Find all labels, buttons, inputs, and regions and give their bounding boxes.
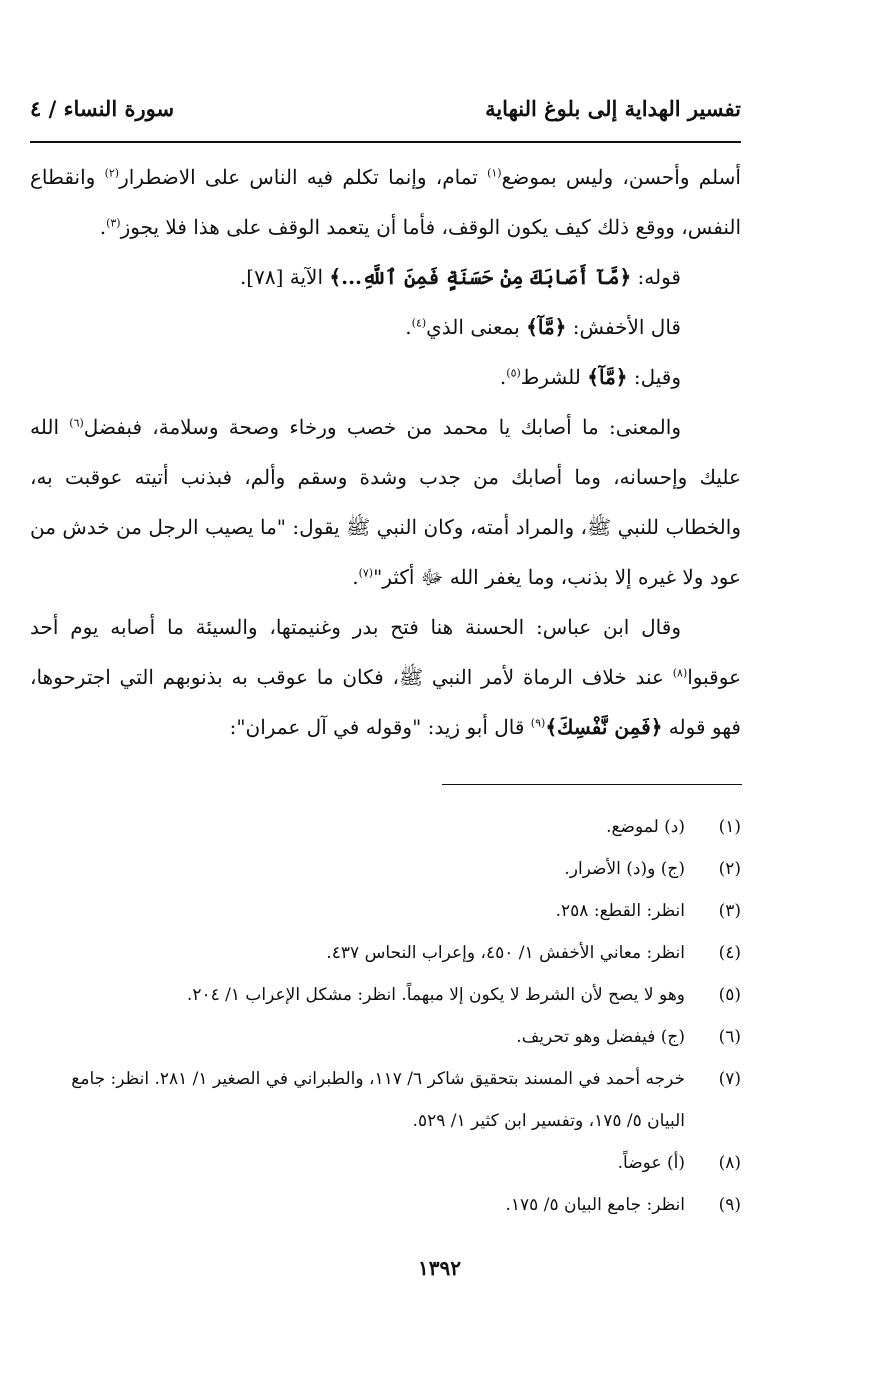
footnote-number: (٣)	[718, 901, 741, 921]
footnote-separator	[442, 784, 742, 785]
footnote-number: (٢)	[718, 859, 741, 879]
footnote-text: وهو لا يصح لأن الشرط لا يكون إلا مبهماً. انظر: مشكل الإعراب ١/ ٢٠٤.	[186, 985, 685, 1005]
paragraph: وقال ابن عباس: الحسنة هنا فتح بدر وغنيمتها، والسيئة ما أصابه يوم أحد عوقبوا$^{(٨)}$ عند خلاف الرماة لأمر النبي ﷺ، فكان ما عوقب به بذنوبهم التي اجترحوها، فهو قوله ﴿فَمِن نَّفْسِكَ﴾$^{(٩)}$ قال أبو زيد: "وقوله في آل عمران":	[30, 615, 741, 739]
footnote-ref: (٨)	[672, 666, 688, 680]
footnote-number: (٦)	[718, 1027, 741, 1047]
footnote-text: انظر: جامع البيان ٥/ ١٧٥.	[505, 1195, 685, 1215]
footnote-text: (أ) عوضاً.	[617, 1153, 685, 1173]
paragraph: والمعنى: ما أصابك يا محمد من خصب ورخاء وصحة وسلامة، فبفضل$^{(٦)}$ الله عليك وإحسانه، وما أصابك من جدب وشدة وسقم وألم، فبذنب أتيته عوقبت به، والخطاب للنبي ﷺ، والمراد أمته، وكان النبي ﷺ يقول: "ما يصيب الرجل من خدش من عود ولا غيره إلا بذنب، وما يغفر الله ﷻ أكثر"$^{(٧)}$.	[30, 415, 741, 589]
page-number: ١٣٩٢	[418, 1256, 461, 1280]
footnote-text: خرجه أحمد في المسند بتحقيق شاكر ٦/ ١١٧، والطبراني في الصغير ١/ ٢٨١. انظر: جامع البيان ٥/ ١٧٥، وتفسير ابن كثير ١/ ٥٢٩.	[71, 1069, 685, 1131]
footnote-ref: (٧)	[358, 566, 374, 580]
footnote-number: (٧)	[718, 1069, 741, 1089]
footnote-item	[30, 1016, 741, 1058]
footnote-text: انظر: القطع: ٢٥٨.	[555, 901, 685, 921]
footnote-number: (٩)	[718, 1195, 741, 1215]
paragraph: قال الأخفش: ﴿مَّآ﴾ بمعنى الذي$^{(٤)}$.	[405, 315, 681, 339]
footnote-number: (١)	[718, 817, 741, 837]
footnote-text: (د) لموضع.	[606, 817, 685, 837]
footnote-text: انظر: معاني الأخفش ١/ ٤٥٠، وإعراب النحاس ٤٣٧.	[326, 943, 685, 963]
main-text	[30, 152, 741, 752]
quran-verse: ﴿فَمِن نَّفْسِكَ﴾	[545, 715, 663, 739]
footnote-item	[30, 932, 741, 974]
footnote-item	[30, 1058, 741, 1142]
quran-verse: ﴿مَّآ﴾	[526, 315, 567, 339]
footnote-number: (٤)	[718, 943, 741, 963]
footnote-text: (ج) فيفضل وهو تحريف.	[516, 1027, 685, 1047]
footnotes	[30, 806, 741, 1226]
footnote-ref: (٤)	[411, 316, 427, 330]
footnote-item	[30, 848, 741, 890]
footnote-item	[30, 974, 741, 1016]
footnote-item	[30, 1142, 741, 1184]
footnote-ref: (٩)	[530, 716, 546, 730]
book-title: تفسير الهداية إلى بلوغ النهاية	[485, 96, 741, 121]
quran-verse: ﴿مَّآ أَصَابَكَ مِنْ حَسَنَةٍ فَمِنَ ٱللَّهِ...﴾	[329, 265, 632, 289]
footnote-ref: (٦)	[69, 416, 84, 430]
footnote-number: (٨)	[718, 1153, 741, 1173]
paragraph: وقيل: ﴿مَّآ﴾ للشرط$^{(٥)}$.	[499, 365, 681, 389]
running-header	[30, 96, 741, 130]
paragraph: قوله: ﴿مَّآ أَصَابَكَ مِنْ حَسَنَةٍ فَمِنَ ٱللَّهِ...﴾ الآية [٧٨].	[239, 265, 681, 289]
paragraph: أسلم وأحسن، وليس بموضع$^{(١)}$ تمام، وإنما تكلم فيه الناس على الاضطرار$^{(٢)}$ وانقطاع النفس، ووقع ذلك كيف يكون الوقف، فأما أن يتعمد الوقف على هذا فلا يجوز$^{(٣)}$.	[30, 165, 741, 239]
footnote-ref: (١)	[487, 166, 502, 180]
header-rule	[30, 141, 741, 143]
footnote-item	[30, 806, 741, 848]
footnote-number: (٥)	[718, 985, 741, 1005]
footnote-item	[30, 1184, 741, 1226]
footnote-ref: (٥)	[506, 366, 521, 380]
footnote-ref: (٣)	[106, 216, 121, 230]
footnote-text: (ج) و(د) الأضرار.	[564, 859, 685, 879]
footnote-item	[30, 890, 741, 932]
surah-label: سورة النساء / ٤	[30, 96, 175, 121]
quran-verse: ﴿مَّآ﴾	[587, 365, 628, 389]
footnote-ref: (٢)	[104, 166, 120, 180]
